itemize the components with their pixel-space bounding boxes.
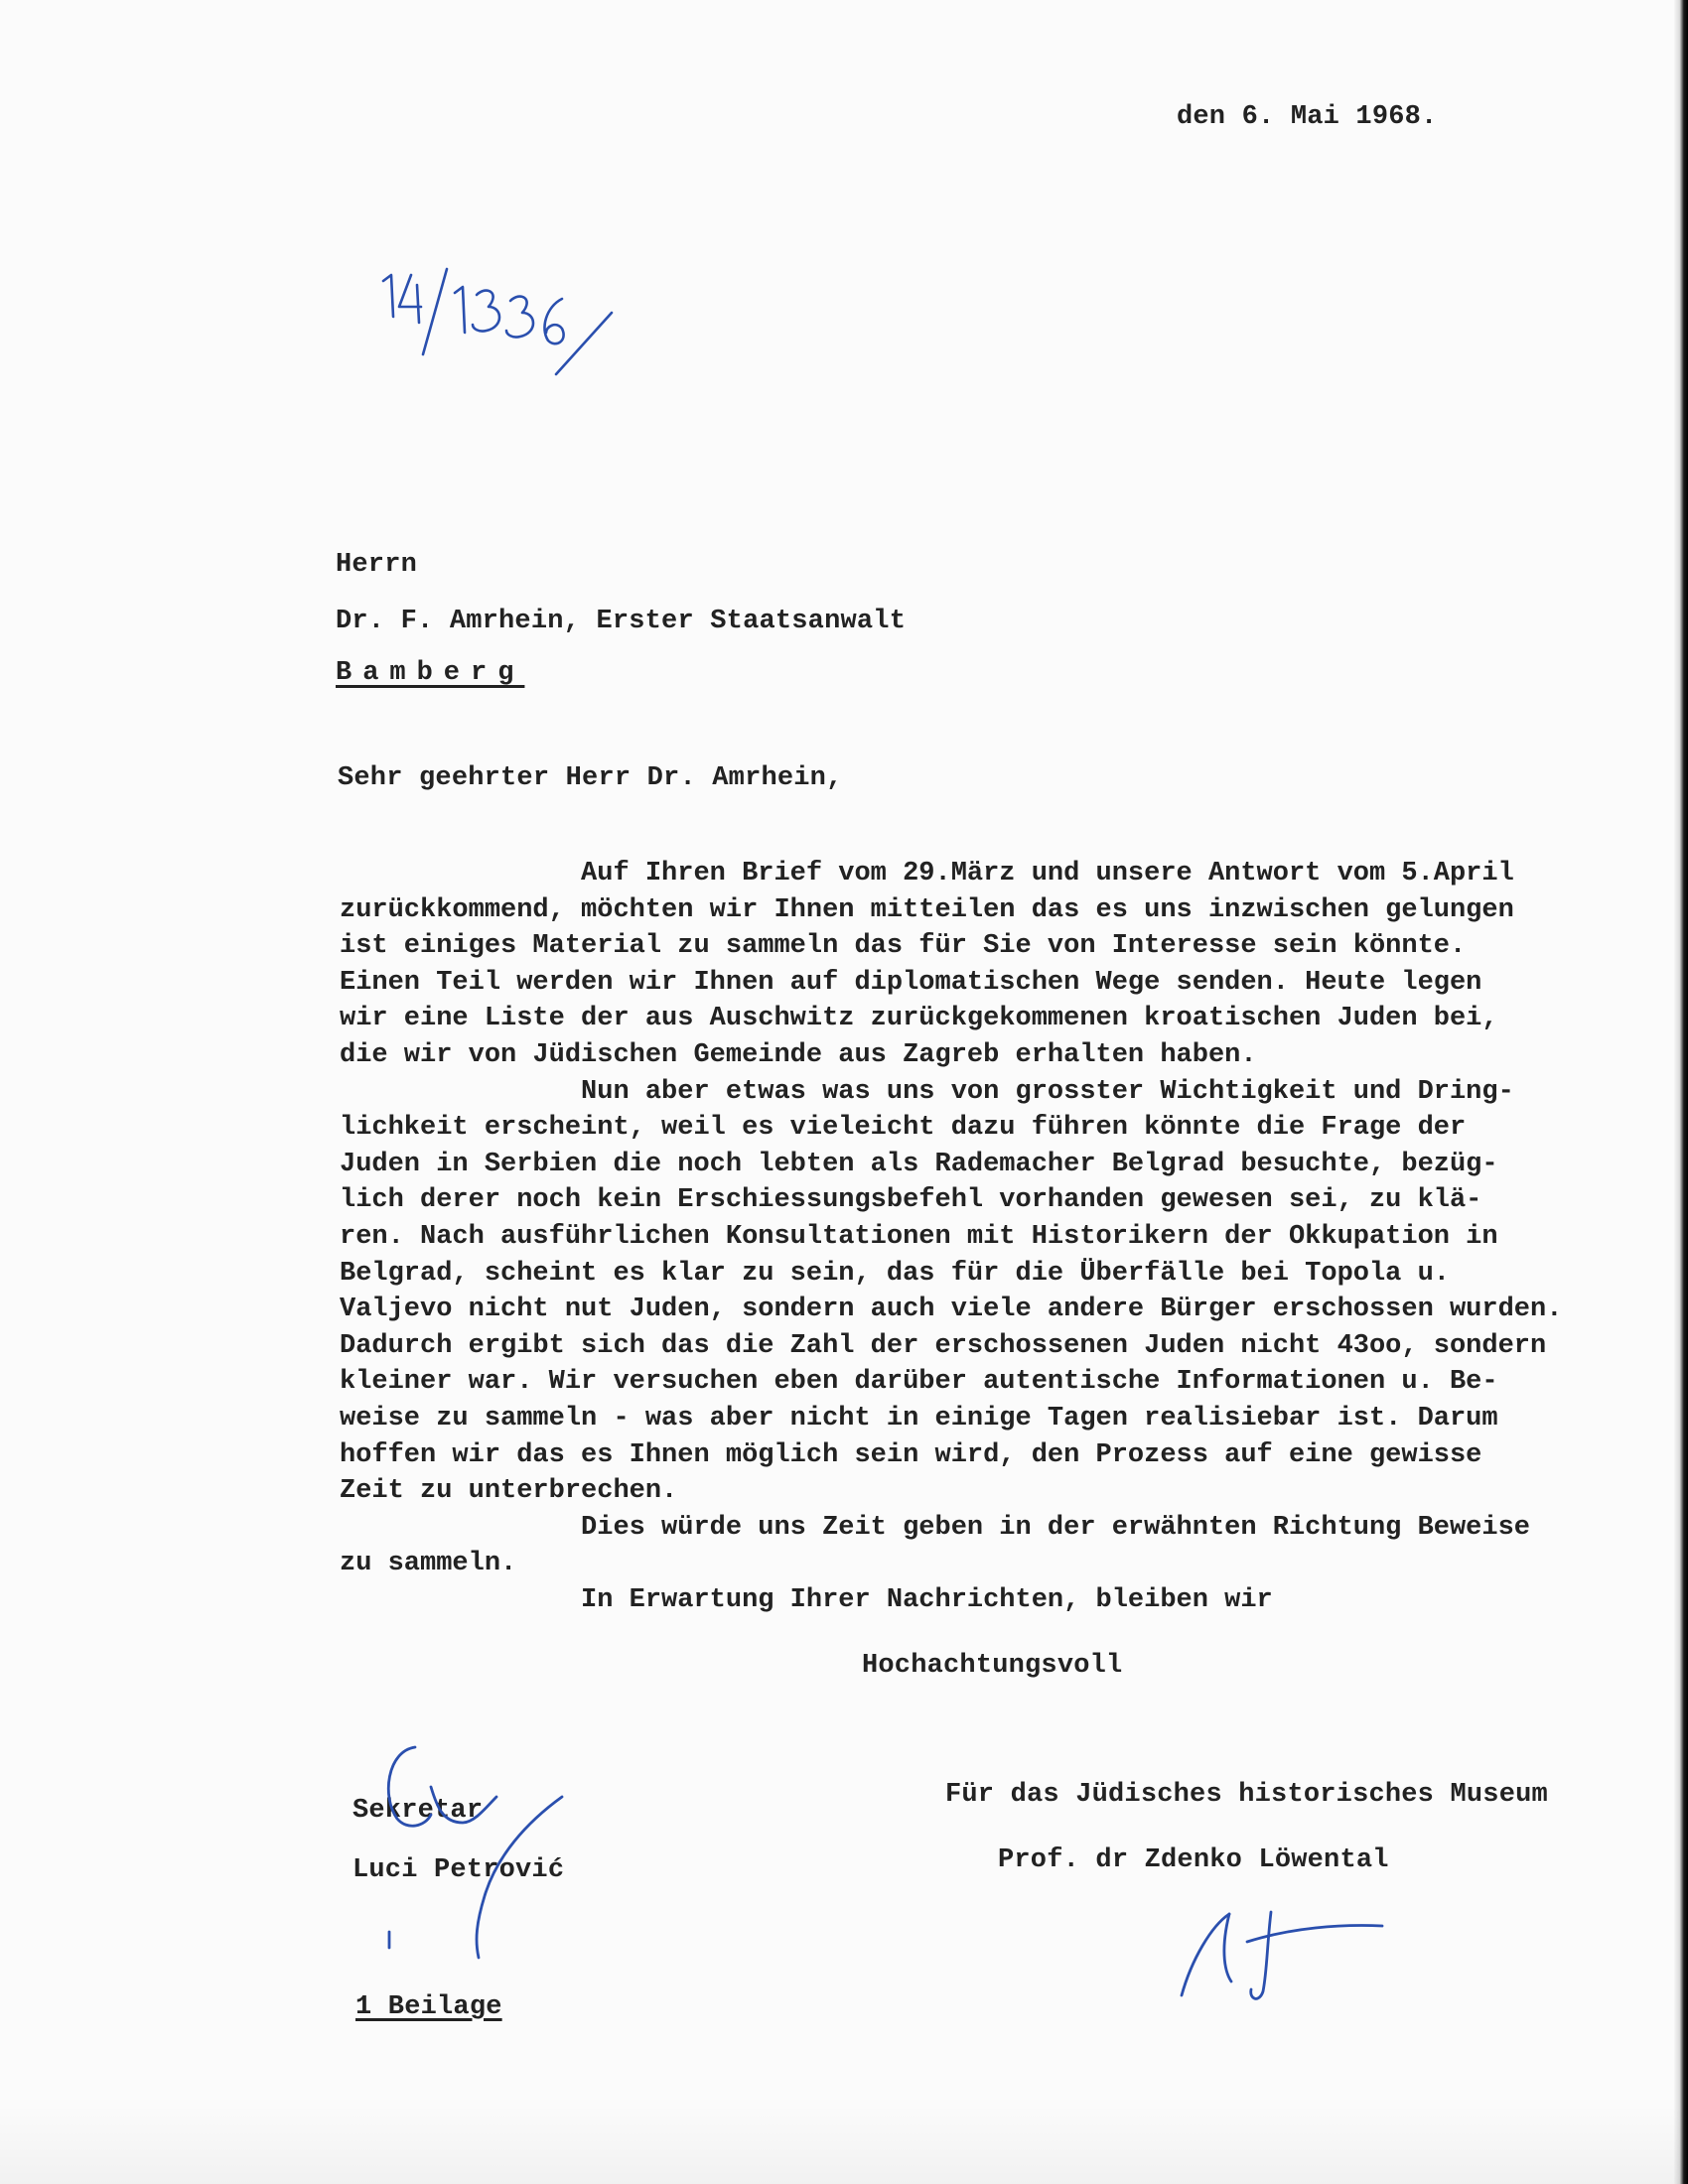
body-line: die wir von Jüdischen Gemeinde aus Zagreb erhalten haben. [340, 1039, 1257, 1070]
body-line: ren. Nach ausführlichen Konsultationen mit Historikern der Okkupation in [340, 1221, 1498, 1252]
body-line: kleiner war. Wir versuchen eben darüber autentische Informationen u. Be- [340, 1367, 1498, 1398]
recipient-salutation: Herrn [336, 550, 418, 580]
body-line: Valjevo nicht nut Juden, sondern auch viele andere Bürger erschossen wurden. [340, 1295, 1563, 1325]
secretary-name: Luci Petrović [352, 1855, 565, 1885]
body-line: lich derer noch kein Erschiessungsbefehl vorhanden gewesen sei, zu klä- [340, 1185, 1482, 1216]
body-line: Nun aber etwas was uns von grosster Wichtigkeit und Dring- [340, 1076, 1514, 1107]
body-line: wir eine Liste der aus Auschwitz zurückgekommenen kroatischen Juden bei, [340, 1004, 1498, 1034]
director-name: Prof. dr Zdenko Löwental [998, 1845, 1389, 1875]
body-line: zurückkommend, möchten wir Ihnen mitteilen das es uns inzwischen gelungen [340, 894, 1514, 925]
body-line: Zeit zu unterbrechen. [340, 1476, 678, 1507]
secretary-title: Sekretar [352, 1796, 484, 1826]
body-line: Belgrad, scheint es klar zu sein, das für die Überfälle bei Topola u. [340, 1258, 1450, 1289]
body-line: weise zu sammeln - was aber nicht in einige Tagen realisiebar ist. Darum [340, 1403, 1498, 1433]
enclosure-note: 1 Beilage [355, 1992, 502, 2022]
recipient-name: Dr. F. Amrhein, Erster Staatsanwalt [336, 607, 907, 636]
secretary-signature [367, 1727, 606, 1966]
museum-name: Für das Jüdisches historisches Museum [945, 1780, 1548, 1810]
letter-body [340, 856, 1620, 1618]
body-line: hoffen wir das es Ihnen möglich sein wird, den Prozess auf eine gewisse [340, 1439, 1482, 1470]
body-line: ist einiges Material zu sammeln das für Sie von Interesse sein könnte. [340, 931, 1467, 962]
body-line: In Erwartung Ihrer Nachrichten, bleiben wir [340, 1584, 1273, 1615]
letter-date: den 6. Mai 1968. [1177, 102, 1438, 132]
body-line: Dadurch ergibt sich das die Zahl der erschossenen Juden nicht 43oo, sondern [340, 1330, 1547, 1361]
handwritten-reference-number [377, 263, 616, 382]
scan-bottom-shade [0, 2105, 1688, 2184]
letter-closing: Hochachtungsvoll [862, 1651, 1123, 1681]
body-line: zu sammeln. [340, 1549, 517, 1579]
director-signature [1172, 1886, 1400, 2015]
body-line: Auf Ihren Brief vom 29.März und unsere Antwort vom 5.April [340, 859, 1514, 888]
recipient-city: Bamberg [336, 658, 525, 688]
letter-salutation: Sehr geehrter Herr Dr. Amrhein, [338, 763, 843, 793]
body-line: Juden in Serbien die noch lebten als Rademacher Belgrad besuchte, bezüg- [340, 1149, 1498, 1179]
body-line: Einen Teil werden wir Ihnen auf diplomatischen Wege senden. Heute legen [340, 967, 1482, 998]
scan-edge-shadow [1674, 0, 1688, 2184]
body-line: Dies würde uns Zeit geben in der erwähnten Richtung Beweise [340, 1512, 1530, 1543]
body-line: lichkeit erscheint, weil es vieleicht dazu führen könnte die Frage der [340, 1113, 1467, 1144]
